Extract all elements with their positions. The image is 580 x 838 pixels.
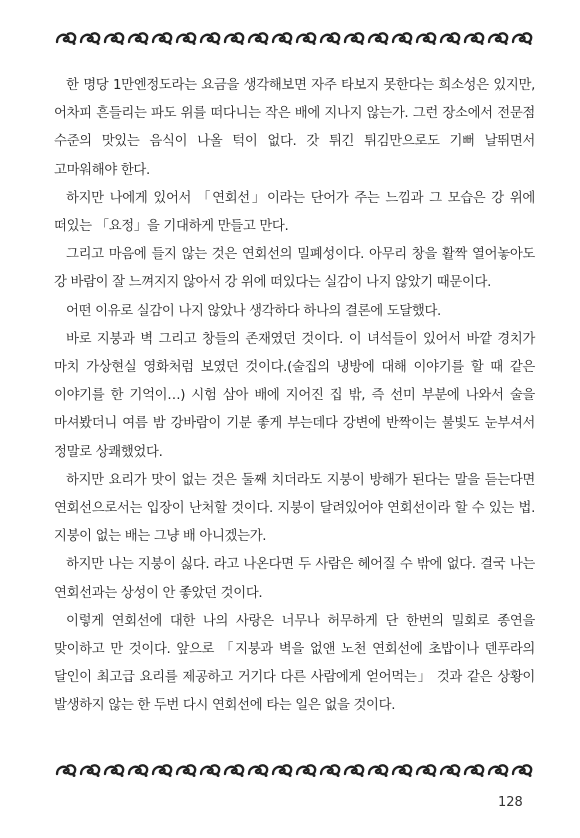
paragraph: 바로 지붕과 벽 그리고 창들의 존재였던 것이다. 이 녀석들이 있어서 바깥 경치가 마치 가상현실 영화처럼 보였던 것이다.(술집의 냉방에 대해 이야기를 할 때 같은 이야기를 한 기억이…) 시험 삼아 배에 지어진 집 밖, 즉 선미 부분에 나와서 술을 마셔봤더니 여름 밤 강바람이 기분 좋게 부는데다 강변에 반짝이는 불빛도 눈부셔서 정말로 상쾌했었다. — [54, 331, 535, 460]
page-number: 128 — [498, 795, 523, 810]
paragraph: 한 명당 1만엔정도라는 요금을 생각해보면 자주 타보지 못한다는 희소성은 있지만, 어차피 흔들리는 파도 위를 떠다니는 작은 배에 지나지 않는가. 그런 장소에서 전문점 수준의 맛있는 음식이 나올 턱이 없다. 갓 튀긴 튀김만으로도 기뻐 날뛰면서 고마워해야 한다. — [54, 78, 535, 178]
paragraph: 하지만 나에게 있어서 「연회선」이라는 단어가 주는 느낌과 그 모습은 강 위에 떠있는 「요정」을 기대하게 만들고 만다. — [54, 190, 535, 235]
paragraph: 하지만 요리가 맛이 없는 것은 둘째 치더라도 지붕이 방해가 된다는 말을 듣는다면 연회선으로서는 입장이 난처할 것이다. 지붕이 달려있어야 연회선이라 할 수 있는 법. 지붕이 없는 배는 그냥 배 아니겠는가. — [54, 472, 535, 545]
paragraph: 이렇게 연회선에 대한 나의 사랑은 너무나 허무하게 단 한번의 밀회로 종연을 맞이하고 만 것이다. 앞으로 「지붕과 벽을 없앤 노천 연회선에 초밥이나 덴푸라의 달인이 최고급 요리를 제공하고 거기다 다른 사람에게 얻어먹는」 것과 같은 상황이 발생하지 않는 한 두번 다시 연회선에 타는 일은 없을 것이다. — [54, 613, 535, 714]
paragraph: 하지만 나는 지붕이 싫다. 라고 나온다면 두 사람은 헤어질 수 밖에 없다. 결국 나는 연회선과는 상성이 안 좋았던 것이다. — [54, 557, 535, 601]
paragraph: 어떤 이유로 실감이 나지 않았나 생각하다 하나의 결론에 도달했다. — [66, 303, 441, 319]
top-ornamental-border — [54, 30, 534, 46]
page-body — [54, 72, 535, 721]
paragraph: 그리고 마음에 들지 않는 것은 연회선의 밀폐성이다. 아무리 창을 활짝 열어놓아도 강 바람이 잘 느껴지지 않아서 강 위에 떠있다는 실감이 나지 않았기 때문이다. — [54, 247, 535, 291]
bottom-ornamental-border — [54, 762, 534, 778]
